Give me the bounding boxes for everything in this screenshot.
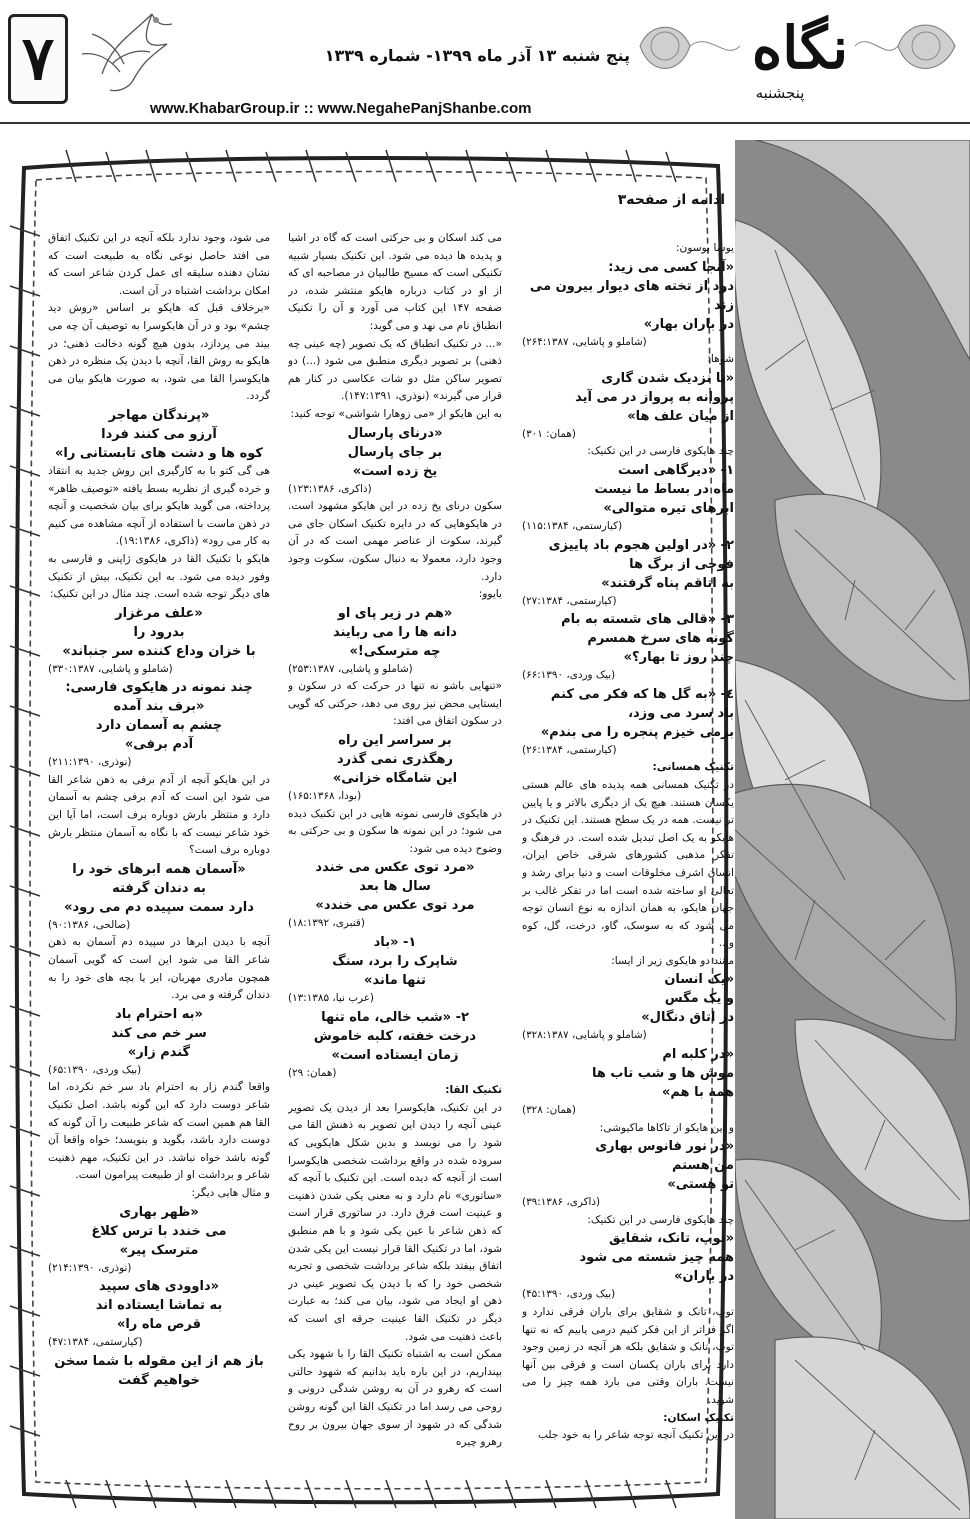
poem-line: «در نور فانوس بهاری	[595, 1139, 734, 1155]
issue-date-line: پنج شنبه ۱۳ آذر ماه ۱۳۹۹- شماره ۱۳۳۹	[324, 46, 630, 65]
poem-line: ۲- «شب خالی، ماه تنها	[321, 1009, 469, 1025]
paragraph: توپ، تانک و شقایق برای باران فرقی ندارد و اگر فراتر از این فکر کنیم درمی یابیم که نه تنها توپ، تانک و شقایق بلکه هر آنچه در زمین وجود دارد برای باران یکسان است و فرقی بین آنها نیست. باران وقتی می بارد همه چیز را می شوید.	[522, 1306, 734, 1406]
poem-line: چشم به آسمان دارد	[95, 718, 223, 734]
citation: (کیارستمی، ۱۱۵:۱۳۸۴)	[522, 519, 623, 532]
paragraph: «برخلاف قبل که هایکو بر اساس «روش دید چشم» بود و در آن هایکوسرا به توصیف آن چه می بیند می پردازد، بدون هیچ گونه دخالت ذهنی؛ در هایکو به روش القا، آنچه با دیدن یک منظره در ذهن هایکوسرا القا می شود، به صورت هایکو بیان می گردد.	[48, 302, 270, 403]
citation: (صالحی، ۹۰:۱۳۸۶)	[48, 918, 131, 931]
poem-line: «درنای پارسال	[347, 425, 443, 441]
poem-line: مرد توی عکس می خندد»	[315, 898, 475, 914]
citation: (همان: ۲۹)	[288, 1066, 337, 1079]
article-column-right	[522, 240, 734, 1512]
citation: (شاملو و پاشایی، ۳۳۰:۱۳۸۷)	[48, 662, 173, 675]
paragraph: سکون درنای یخ زده در این هایکو مشهود است. در هایکوهایی که در دایره تکنیک اسکان جای می گیرند، سکوت از عناصر مهمی است که در آن وجود دارد، معمولا به دنبال سکون، سکوت وجود دارد.	[288, 500, 502, 583]
poem-line: «ظهر بهاری	[119, 1204, 199, 1220]
poem-line: چند روز تا بهار؟»	[623, 650, 734, 666]
paragraph: در این تکنیک، هایکوسرا بعد از دیدن یک تصویر عینی آنچه را دیدن این تصویر به ذهنش القا می شود را می نویسد و بدین شکل هایکویی که سروده شده در واقع برداشت شخصی هایکوسرا است از آنچه که دیده است. این تکنیک با آنچه که «ساتوری» نام دارد و به معنی یکی شدن ذهنیت و عینیت است فرق دارد. در ساتوری قرار است که ذهن شاعر با عین یکی شود و با هم منطبق شود، اما در تکنیک القا قرار نیست این یکی شدن اتفاق بیفتد بلکه شاعر برداشت شخصی و تجربه شخصی خود را که با دیدن یک تصویر عینی در ذهن او ایجاد می شود، بیان می کند؛ به عبارت دیگر در تکنیک القا عینیت جرقه ای است که باعث ذهنیت می شود.	[288, 1101, 502, 1343]
citation: (بودا، ۱۶۵:۱۳۶۸)	[288, 790, 362, 803]
paragraph: چند هایکوی فارسی در این تکنیک:	[587, 445, 734, 458]
section-heading: تکنیک همسانی:	[652, 761, 734, 774]
paragraph: واقعا گندم زار به احترام باد سر خم نکرده، اما شاعر دوست دارد که این گونه باشد. اصل تکنیک القا هم همین است که شاعر طبیعت را آن گونه که دوست دارد باشد، بگوید و بنویسد؛ خواه واقعا آن گونه باشد خواه نباشد. در این تکنیک، مهم ذهنیت شاعر و برداشت او از طبیعت پیرامون است.	[48, 1081, 270, 1182]
paragraph: مانند دو هایکوی زیر از ایسا:	[611, 954, 734, 967]
poem-line: به اتاقم پناه گرفتند»	[601, 575, 734, 591]
paragraph: «... در تکنیک انطباق که یک تصویر (چه عینی چه ذهنی) بر تصویر دیگری منطبق می شود (...) دو تصویر ساکن مثل دو شات عکاسی در کنار هم قرار می گیرند» (نوذری، ۱۴۷:۱۳۹۱).	[288, 337, 502, 403]
logo-subtitle: پنجشنبه	[755, 84, 805, 102]
citation: (بیک وردی، ۶۵:۱۳۹۰)	[48, 1063, 142, 1076]
page-number: ۷	[21, 24, 55, 94]
poem-line: «آسمان همه ابرهای خود را	[72, 861, 246, 877]
poem-line: ۳- «قالی های شسته به بام	[561, 612, 734, 628]
poem-line: «پرندگان مهاجر	[108, 407, 210, 423]
poem-line: ماه در بساط ما نیست	[594, 481, 734, 497]
phoenix-emblem-icon	[72, 4, 180, 96]
poem-line: فوجی از برگ ها	[629, 556, 734, 572]
paragraph: می کند اسکان و بی حرکتی است که گاه در اشیا و پدیده ها دیده می شود. این تکنیک بسیار شبیه تکنیکی است که مسیح طالبیان در مصاحبه ای که از او در کتاب درباره هایکو منتشر شده، در صفحه ۱۴۷ این کتاب می آورد و آن را تکنیک انطباق نام می نهد و می گوید:	[288, 232, 502, 332]
poem-line: موش ها و شب تاب ها	[591, 1066, 734, 1082]
citation: (نوذری، ۲۱۴:۱۳۹۰)	[48, 1261, 132, 1274]
poem-line: تو هستی»	[667, 1177, 734, 1193]
citation: (همان: ۳۲۸)	[522, 1104, 576, 1117]
poem-line: یخ زده است»	[352, 463, 438, 479]
citation: (عرب نیا، ۱۳:۱۳۸۵)	[288, 992, 374, 1005]
citation: (شاملو و پاشایی، ۲۵۳:۱۳۸۷)	[288, 662, 413, 675]
continuation-heading: ادامه از صفحه۳	[617, 192, 725, 208]
poem-line: سر خم می کند	[111, 1025, 207, 1041]
poem-line: ٤- «به گل ها که فکر می کنم	[550, 686, 734, 702]
citation: (همان: ۳۰۱)	[522, 427, 576, 440]
section-heading: تکنیک القا:	[445, 1084, 502, 1097]
poem-line: ابرهای تیره متوالی»	[603, 500, 734, 516]
poem-line: از میان علف ها»	[627, 408, 734, 424]
paragraph: و مثال هایی دیگر:	[191, 1186, 270, 1199]
poem-line: «داوودی های سپید	[98, 1279, 220, 1295]
poem-line: «هم در زیر پای او	[337, 605, 453, 621]
poem-line: «توپ، تانک، شقایق	[609, 1231, 734, 1247]
poem-line: به دندان گرفته	[112, 880, 206, 896]
citation: (قنبری، ۱۸:۱۳۹۲)	[288, 917, 365, 930]
poem-line: سال ها بعد	[359, 879, 431, 895]
paragraph: در تکنیک همسانی همه پدیده های عالم هستی یکسان هستند. هیچ یک از دیگری بالاتر و یا پایین تر نیست. همه در یک سطح هستند. این تکنیک در هایکو به یک اصل تبدیل شده است. در فرهنگ و تفکر مذهبی کشورهای شرقی خاص ایران، انسان اشرف مخلوقات است و دنیا برای رشد و تعالی او ساخته شده است اما در تفکر غالب بر جهان هایکو، به همان اندازه به نوع انسان توجه می شود که به سوسک، گاو، درخت، گل، کوه و...	[522, 778, 734, 950]
poem-line: ۱- «باد	[373, 935, 417, 951]
paragraph: می شود، وجود ندارد بلکه آنچه در این تکنیک اتفاق می افتد حاصل نوعی نگاه به طبیعت است که نشان دهنده سلیقه ای عمل کردن شاعر است که امکان برداشت اشتباه در آن است.	[48, 232, 270, 297]
citation: (ذاکری، ۳۹:۱۳۸۶)	[522, 1196, 601, 1209]
website-urls: www.KhabarGroup.ir :: www.NegahePanjShanbe.com	[150, 100, 532, 117]
poem-line: باد سرد می وزد،	[628, 705, 734, 721]
poem-line: در باران»	[674, 1269, 734, 1285]
paragraph: ممکن است به اشتباه تکنیک القا را با شهود یکی بپنداریم، در این باره باید بدانیم که شهود حالتی است که رهرو در آن به روشن شدگی درونی و روحی می رسد اما در تکنیک القا این گونه روشن شدگی که در شهود از سوی جهان بیرون بر روح رهرو چیره	[288, 1348, 502, 1449]
poem-line: برمی خیزم پنجره را می بندم»	[540, 724, 734, 740]
page-number-box	[8, 14, 68, 104]
poem-line: آرزو می کنند فردا	[101, 426, 217, 442]
poem-line: دارد سمت سپیده دم می رود»	[64, 899, 254, 915]
poem-line: این شامگاه خزانی»	[332, 771, 458, 787]
article-column-left	[48, 230, 270, 1512]
newspaper-logo	[630, 6, 965, 110]
poem-line: چند نمونه در هایکوی فارسی:	[65, 680, 253, 696]
poem-line: کوه ها و دشت های تابستانی را»	[55, 445, 263, 461]
paragraph: در این تکنیک آنچه توجه شاعر را به خود جلب	[538, 1429, 734, 1442]
poem-line: بدرود را	[133, 624, 185, 640]
paragraph: در هایکوی فارسی نمونه هایی در این تکنیک دیده می شود؛ در این نمونه ها سکون و بی حرکتی به وضوح دیده می شود:	[288, 807, 502, 855]
paragraph: شوها:	[707, 353, 734, 366]
paragraph: و این هایکو از تاکاها ماکیوشی:	[599, 1121, 734, 1134]
paragraph: «تنهایی باشو نه تنها در حرکت که در سکون و ایستایی محض نیز روی می دهد، حرکتی که گویی در سکون اتفاق می افتد:	[288, 680, 502, 728]
logo-text: نگاه	[751, 14, 849, 82]
poem-line: ۲- «در اولین هجوم باد پاییزی	[548, 537, 734, 553]
citation: (کیارستمی، ۴۷:۱۳۸۴)	[48, 1336, 143, 1349]
poem-line: خواهیم گفت	[118, 1372, 200, 1388]
article-column-middle	[288, 230, 502, 1512]
poem-line: همه چیز شسته می شود	[579, 1250, 734, 1266]
poem-line: قرص ماه را»	[116, 1317, 202, 1333]
poem-line: می خندد با ترس کلاغ	[91, 1223, 227, 1239]
citation: (کیارستمی، ۲۶:۱۳۸۴)	[522, 743, 617, 756]
poem-line: گونه های سرخ همسرم	[587, 631, 734, 647]
poem-line: تنها ماند»	[364, 973, 426, 989]
poem-line: در باران بهار»	[643, 316, 734, 332]
paragraph: یوسا بوسون:	[675, 242, 734, 254]
leaves-decoration	[735, 140, 970, 1519]
paragraph: به این هایکو از «می زوهارا شواشی» توجه کنید:	[290, 407, 502, 420]
poem-line: مترسک پیر»	[119, 1242, 199, 1258]
poem-line: زمان ایستاده است»	[331, 1047, 459, 1063]
poem-line: باز هم از این مقوله با شما سخن	[54, 1353, 264, 1369]
citation: (نوذری، ۲۱۱:۱۳۹۰)	[48, 756, 132, 769]
poem-line: رهگذری نمی گذرد	[337, 752, 453, 768]
header-divider	[0, 122, 970, 124]
poem-line: به تماشا ایستاده اند	[95, 1298, 223, 1314]
poem-line: بر سراسر این راه	[338, 733, 452, 749]
poem-line: شاپرک را برد، سنگ	[332, 954, 458, 970]
poem-line: «آنجا کسی می زید:	[608, 259, 734, 275]
poem-line: پروانه به پرواز در می آید	[575, 389, 734, 405]
poem-line: چه مترسکی!»	[349, 643, 441, 659]
poem-line: درخت خفته، کلبه خاموش	[313, 1028, 477, 1044]
poem-line: «به احترام باد	[115, 1006, 203, 1022]
citation: (بیک وردی، ۴۵:۱۳۹۰)	[522, 1288, 616, 1301]
poem-line: من هستم	[671, 1158, 734, 1174]
paragraph: آنچه با دیدن ابرها در سپیده دم آسمان به ذهن شاعر القا می شود این است که گویی آسمان همچون مادری مهربان، ابر یا بچه های خود را به دندان گرفته و می برد.	[48, 936, 270, 1002]
poem-line: ۱- «دیرگاهی است	[617, 462, 734, 478]
poem-line: گندم زار»	[127, 1044, 191, 1060]
poem-line: دانه ها را می ربایند	[333, 624, 457, 640]
poem-line: آدم برفی»	[124, 737, 194, 753]
poem-line: و یک مگس	[664, 991, 734, 1007]
paragraph: هی گی کتو با به کارگیری این روش جدید به انتقاد و خرده گیری از نظریه بسط یافته «توصیف ظاهر» پرداخته، می گوید هایکو برای بیان شخصیت و آنچه در ذهن ماست با استفاده از آنچه مشاهده می کنیم به کار می رود» (ذاکری، ۱۹:۱۳۸۶).	[48, 464, 270, 548]
poem-line: «مرد توی عکس می خندد	[315, 860, 475, 876]
paragraph: هایکو با تکنیک القا در هایکوی ژاپنی و فارسی به وفور دیده می شود. به این تکنیک، بیش از تکنیک های دیگر توجه شده است. چند مثال در این تکنیک:	[48, 552, 270, 601]
poem-line: «علف مرغزار	[115, 605, 203, 621]
citation: (کیارستمی، ۲۷:۱۳۸۴)	[522, 594, 617, 607]
section-heading: تکنیک اسکان:	[663, 1411, 734, 1424]
poem-line: با خزان وداع کننده سر جنباند»	[62, 643, 256, 659]
paragraph: در این هایکو آنچه از آدم برفی به ذهن شاعر القا می شود این است که آدم برفی چشم به آسمان دارد و منتظر بارش دوباره برف است، اما آیا این خود شاعر نیست که با نگاه به آسمان منتظر بارش دوباره برف است؟	[48, 773, 270, 857]
poem-line: «برف بند آمده	[113, 699, 205, 715]
poem-line: در اتاق دنگال»	[641, 1010, 734, 1026]
citation: (بیک وردی، ۶۶:۱۳۹۰)	[522, 669, 616, 682]
citation: (شاملو و پاشایی، ۳۲۸:۱۳۸۷)	[522, 1029, 647, 1042]
paragraph: چند هایکوی فارسی در این تکنیک:	[587, 1213, 734, 1226]
poem-line: دود از تخته های دیوار بیرون می زند	[529, 278, 734, 313]
poem-line: «در کلبه ام	[662, 1047, 734, 1063]
citation: (ذاکری، ۱۲۳:۱۳۸۶)	[288, 482, 372, 495]
poem-line: بر جای پارسال	[347, 444, 443, 460]
poem-line: همه با هم»	[661, 1085, 734, 1101]
paragraph: یایوو:	[478, 588, 502, 601]
poem-line: «با نزدیک شدن گاری	[601, 370, 734, 386]
citation: (شاملو و پاشایی، ۲۶۴:۱۳۸۷)	[522, 335, 647, 348]
poem-line: «یک انسان	[664, 972, 734, 988]
